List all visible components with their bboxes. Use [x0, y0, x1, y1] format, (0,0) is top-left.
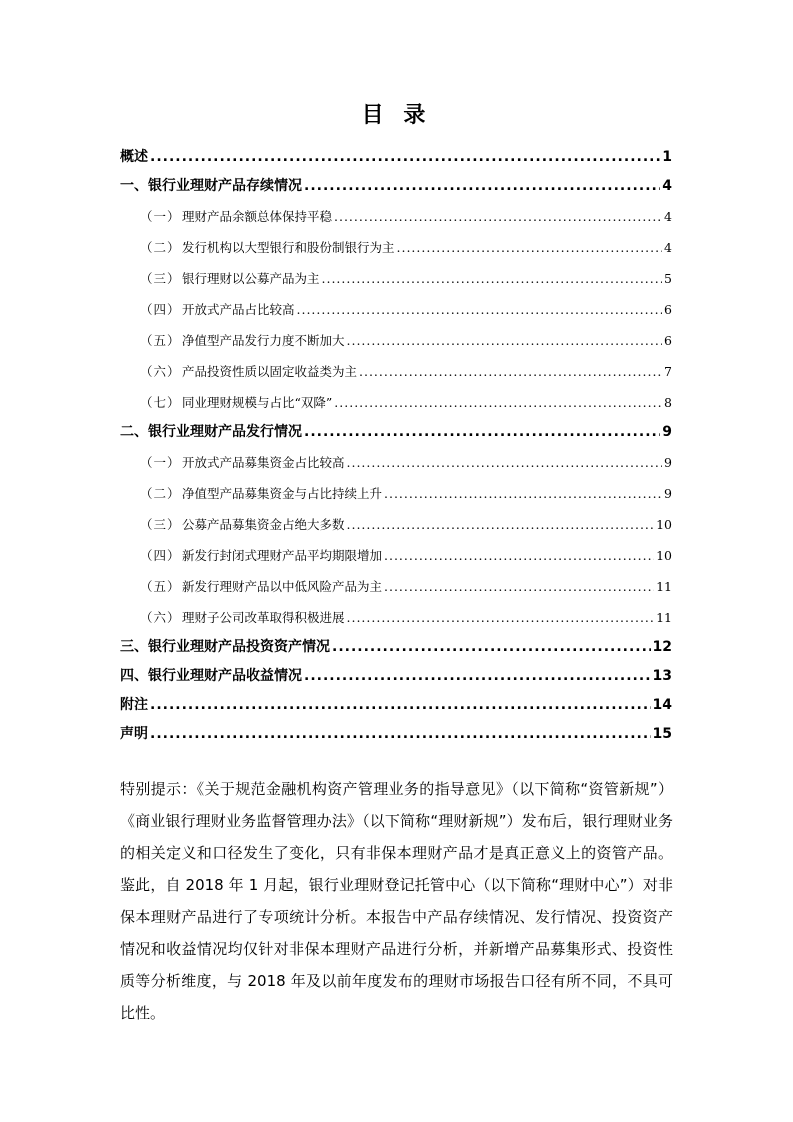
toc-page-number: 13: [652, 668, 672, 684]
toc-entry-number: （四）: [140, 302, 181, 317]
toc-page-number: 7: [664, 364, 672, 379]
toc-dot-leader: [347, 325, 663, 356]
toc-entry-statement[interactable]: [120, 720, 672, 749]
toc-entry-section-2[interactable]: [120, 418, 672, 447]
toc-entry-label: 概述: [120, 149, 148, 165]
toc-page-number: 15: [652, 726, 672, 742]
toc-entry-label: 净值型产品发行力度不断加大: [182, 333, 345, 348]
table-of-contents: [120, 143, 672, 749]
toc-dot-leader: [384, 540, 654, 571]
toc-entry-section-4[interactable]: [120, 662, 672, 691]
toc-entry-label: 发行机构以大型银行和股份制银行为主: [182, 240, 395, 255]
toc-dot-leader: [347, 447, 663, 478]
toc-page-number: 10: [656, 517, 672, 532]
toc-dot-leader: [384, 478, 662, 509]
toc-dot-leader: [150, 691, 651, 720]
toc-dot-leader: [332, 633, 651, 662]
toc-entry-overview[interactable]: [120, 143, 672, 172]
toc-dot-leader: [359, 356, 662, 387]
toc-page-number: 4: [664, 209, 672, 224]
toc-entry-number: （六）: [140, 610, 181, 625]
toc-entry-label: 理财产品余额总体保持平稳: [182, 209, 333, 224]
toc-dot-leader: [347, 509, 655, 540]
toc-entry-1-2[interactable]: [120, 232, 672, 263]
toc-dot-leader: [304, 662, 651, 691]
toc-entry-label: 产品投资性质以固定收益类为主: [182, 364, 358, 379]
special-notice-paragraph: 特别提示：《关于规范金融机构资产管理业务的指导意见》（以下简称“资管新规”）《商业银行理财业务监督管理办法》（以下简称“理财新规”）发布后，银行理财业务的相关定义和口径发生了变化，只有非保本理财产品才是真正意义上的资管产品。鉴此，自 2018 年 1 月起，银行业理财登记托管中心（以下简称“理财中心”）对非保本理财产品进行了专项统计分析。本报告中产品存续情况、发行情况、投资资产情况和收益情况均仅针对非保本理财产品进行分析，并新增产品募集形式、投资性质等分析维度，与 2018 年及以前年度发布的理财市场报告口径有所不同，不具可比性。: [120, 780, 673, 1022]
toc-entry-1-1[interactable]: [120, 201, 672, 232]
toc-entry-number: （三）: [140, 517, 181, 532]
toc-entry-2-1[interactable]: [120, 447, 672, 478]
toc-entry-label: 净值型产品募集资金与占比持续上升: [182, 486, 383, 501]
toc-entry-number: （一）: [140, 209, 181, 224]
page-title: 目 录: [361, 103, 432, 128]
toc-dot-leader: [304, 418, 660, 447]
toc-entry-number: （四）: [140, 548, 181, 563]
toc-entry-number: （五）: [140, 579, 181, 594]
toc-entry-label: 开放式产品占比较高: [182, 302, 295, 317]
toc-entry-label: 开放式产品募集资金占比较高: [182, 455, 345, 470]
toc-page-number: 8: [664, 395, 672, 410]
toc-entry-notes[interactable]: [120, 691, 672, 720]
toc-entry-label: 银行理财以公募产品为主: [182, 271, 320, 286]
toc-entry-1-4[interactable]: [120, 294, 672, 325]
toc-entry-number: （六）: [140, 364, 181, 379]
toc-entry-number: （二）: [140, 240, 181, 255]
toc-page-number: 9: [664, 486, 672, 501]
toc-entry-2-2[interactable]: [120, 478, 672, 509]
toc-entry-label: 二、银行业理财产品发行情况: [120, 424, 302, 440]
toc-entry-number: （一）: [140, 455, 181, 470]
toc-entry-number: （二）: [140, 486, 181, 501]
toc-entry-label: 声明: [120, 726, 148, 742]
toc-dot-leader: [347, 602, 655, 633]
toc-page-number: 9: [662, 424, 672, 440]
toc-dot-leader: [304, 172, 660, 201]
toc-entry-label: 同业理财规模与占比“双降”: [182, 395, 333, 410]
toc-page-number: 6: [664, 333, 672, 348]
toc-dot-leader: [334, 201, 662, 232]
toc-dot-leader: [150, 720, 651, 749]
toc-page-number: 11: [656, 610, 672, 625]
toc-entry-number: （三）: [140, 271, 181, 286]
toc-page-number: 11: [656, 579, 672, 594]
toc-entry-1-3[interactable]: [120, 263, 672, 294]
toc-entry-section-3[interactable]: [120, 633, 672, 662]
toc-page-number: 10: [656, 548, 672, 563]
toc-dot-leader: [397, 232, 663, 263]
toc-entry-2-3[interactable]: [120, 509, 672, 540]
toc-entry-label: 一、银行业理财产品存续情况: [120, 178, 302, 194]
toc-entry-label: 附注: [120, 697, 148, 713]
toc-page-number: 9: [664, 455, 672, 470]
toc-page-number: 6: [664, 302, 672, 317]
toc-entry-2-6[interactable]: [120, 602, 672, 633]
toc-dot-leader: [384, 571, 654, 602]
toc-dot-leader: [150, 143, 660, 172]
toc-dot-leader: [297, 294, 663, 325]
toc-page-number: 5: [664, 271, 672, 286]
toc-entry-1-5[interactable]: [120, 325, 672, 356]
toc-entry-label: 新发行理财产品以中低风险产品为主: [182, 579, 383, 594]
toc-entry-1-7[interactable]: [120, 387, 672, 418]
toc-entry-2-4[interactable]: [120, 540, 672, 571]
toc-entry-label: 三、银行业理财产品投资资产情况: [120, 639, 330, 655]
toc-entry-2-5[interactable]: [120, 571, 672, 602]
toc-entry-label: 公募产品募集资金占绝大多数: [182, 517, 345, 532]
toc-page-number: 4: [662, 178, 672, 194]
toc-dot-leader: [322, 263, 663, 294]
toc-entry-number: （五）: [140, 333, 181, 348]
toc-entry-label: 新发行封闭式理财产品平均期限增加: [182, 548, 383, 563]
toc-page-number: 14: [652, 697, 672, 713]
toc-dot-leader: [334, 387, 662, 418]
toc-page-number: 12: [652, 639, 672, 655]
toc-entry-label: 理财子公司改革取得积极进展: [182, 610, 345, 625]
toc-entry-section-1[interactable]: [120, 172, 672, 201]
toc-entry-number: （七）: [140, 395, 181, 410]
toc-page-number: 1: [662, 149, 672, 165]
toc-entry-1-6[interactable]: [120, 356, 672, 387]
toc-page-number: 4: [664, 240, 672, 255]
toc-entry-label: 四、银行业理财产品收益情况: [120, 668, 302, 684]
